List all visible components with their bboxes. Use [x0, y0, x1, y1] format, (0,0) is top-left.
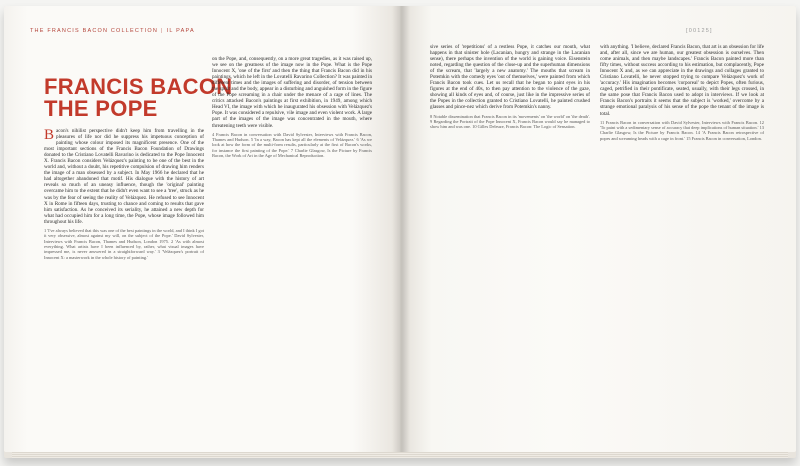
chapter-title-line1: FRANCIS BACON [44, 74, 233, 99]
right-col2-notes [600, 120, 764, 142]
left-col2-note-text: 4 Francis Bacon in conversation with David Sylvester, Interviews with Francis Bacon, Thames and Hudson. 5 'In a way, Bacon has kept all the elements of Velázquez.' 6 'As we look at how the form of the multi-form results, particularly at the first of Bacon's works, for instance the first painting of the Pope.' 7 Charlie Glasgow, Is the Picture by Francis Bacon, the Work of Art in the Age of Mechanical Reproduction. [212, 131, 372, 159]
left-col1-notes [44, 228, 204, 260]
left-column-1 [44, 128, 204, 438]
right-col2-note-text: 11 Francis Bacon in conversation with David Sylvester, Interviews with Francis Bacon. 12 'To paint with a sedimentary sense of accuracy that deep implications of human situation.' 13 Charlie Glasgow, Is the Picture by Francis Bacon. 14 'A Francis Bacon retrospective of popes and screaming heads with a cage in front.' 15 Francis Bacon in conversation, London. [600, 119, 764, 141]
right-col1-paragraph: sive series of 'repetitions' of a restless Pope, it catches our mouth, what happens in that sinister hole (Lacanian, hungry and strange in the Lacanian sense), there perhaps the invention of the world is gaining voice. Eisenstein noted, regarding the question of the close-up and the superhuman dimensions of the scream, that 'largely a new anatomy.' The mouths that scream in Potemkin with the comedy eyes 'out of themselves,' were painted from which Francis Bacon took cues. Let us recall that he began to paint eyes in his figures at the end of 40s, to then pay attention to the violence of the gaze, showing all kinds of eyes and, of course, just like in the impressive series of the Popes in the collection granted to Cristiano Lovatelli, he painted crushed glasses and pince-nez which derive from Potemkin's nanny. [430, 44, 590, 111]
running-head-title: THE FRANCIS BACON COLLECTION [30, 28, 159, 34]
page-number: [00125] [686, 28, 713, 34]
left-page [4, 6, 400, 452]
drop-cap: B [44, 128, 55, 143]
right-page [400, 6, 796, 452]
right-column-2 [600, 44, 764, 438]
open-book [4, 6, 796, 458]
right-col1-note-text: 8 Notable dissemination that Francis Bacon in its 'movements' on 'the world' on 'the death'. 9 Regarding the Portrait of the Pope Innocent X, Francis Bacon would say he managed to show him and was one. 10 Gilles Deleuze, Francis Bacon: The Logic of Sensation. [430, 113, 590, 130]
running-head-separator: | [161, 28, 164, 34]
running-head-left [30, 28, 195, 34]
right-column-1 [430, 44, 590, 438]
left-col1-paragraph: acon's nihilist perspective didn't keep him from travelling in the pleasures of life nor did he suppress his impetuous conception of painting whose colour imposed its magnificent presence. One of the most important sections of the Francis Bacon Foundation of Drawings donated to the Cristiano Lovatelli Ravarino is dedicated to the Pope Innocent X. Francis Bacon considers Velázquez's painting to be one of the best in the world and, without a doubt, his repetitive compulsion of drawing him renders the image of a man obsessed by a subject. In May 1966 he declared that he had altogether abandoned that motif. His dialogue with the history of art reveals so much of an uneasy influence, though the 'original' painting overcame him to the extent that he didn't even want to see a 'tree', struck as he was by the fear of seeing the reality of Velázquez. He refused to see Innocent X in Rome in fifteen days, trusting to chance and coming to results that gave him satisfaction. As he conceived its seriality, he attained a new depth for what had occupied him for a long time, the Pope, whose image followed him throughout his life. [44, 128, 204, 225]
page-edges [12, 452, 788, 458]
right-col2-paragraph: with anything. 'I believe, declared Francis Bacon, that art is an obsession for life and, after all, since we are human, our greatest obsession is ourselves. Then come animals, and then maybe landscapes.' Francis Bacon painted more than fifty times, without success according to his estimation, but complacently, Pope Innocent X and, as we can appreciate in the drawings and collages granted to Cristiano Lovatelli, he never stopped trying to compare Velázquez's work of 'accuracy.' His imagination becomes 'corporeal' to depict Popes, often furious, caged, petrified in their pontificate, seated, usually, with their legs crossed, in the same pose that Francis Bacon used to adopt in interviews. If we look at Francis Bacon's portraits it seems that the subject is 'worked,' overcome by a strange emotional paralysis of his sense of the pope the tenant of the image is total. [600, 44, 764, 117]
left-column-2 [212, 56, 372, 438]
chapter-title-line2: THE POPE [44, 96, 158, 121]
left-col1-note-text: 1 'I've always believed that this was one of the best paintings in the world, and I think I got it very obsessive, almost against my will, on the subject of the Pope.' David Sylvester, Interviews with Francis Bacon, Thames and Hudson, London 1975. 2 'As with almost everything. What artists have I been influenced by, rather, what visual images have impressed me, is never answered in a straightforward way.' 3 'Velázquez's portrait of Innocent X: a masterwork in the whole history of painting.' [44, 227, 204, 260]
chapter-title [44, 76, 232, 120]
left-col2-paragraph: on the Pope, and, consequently, on a more great tragedies, as it was raised up, we see on the greatness of the image now in the Pope. What is the Pope Innocent X, 'one of the first' and then the thing that Francis Bacon did in his paintings, which he left in the Lovatelli Ravarino Collection? It was painted in different times and the images of suffering and disorder, of tension between the spirit and the body, appear in a disturbing and anguished form in the figure of the Pope screaming in a chair under the menace of a cage of lines. The critics attacked Bacon's paintings at first exhibition, in 1949, among which Head VI, the image with which he inaugurated his obsession with Velázquez's Pope. It was considered a repulsive, vile image and even violent work. A large part of the images of the image was concentrated in the mouth, where threatening teeth were visible. [212, 56, 372, 129]
running-head-section: IL PAPA [166, 28, 195, 34]
left-col2-notes [212, 132, 372, 159]
right-col1-notes [430, 114, 590, 130]
running-head-right [686, 28, 713, 34]
